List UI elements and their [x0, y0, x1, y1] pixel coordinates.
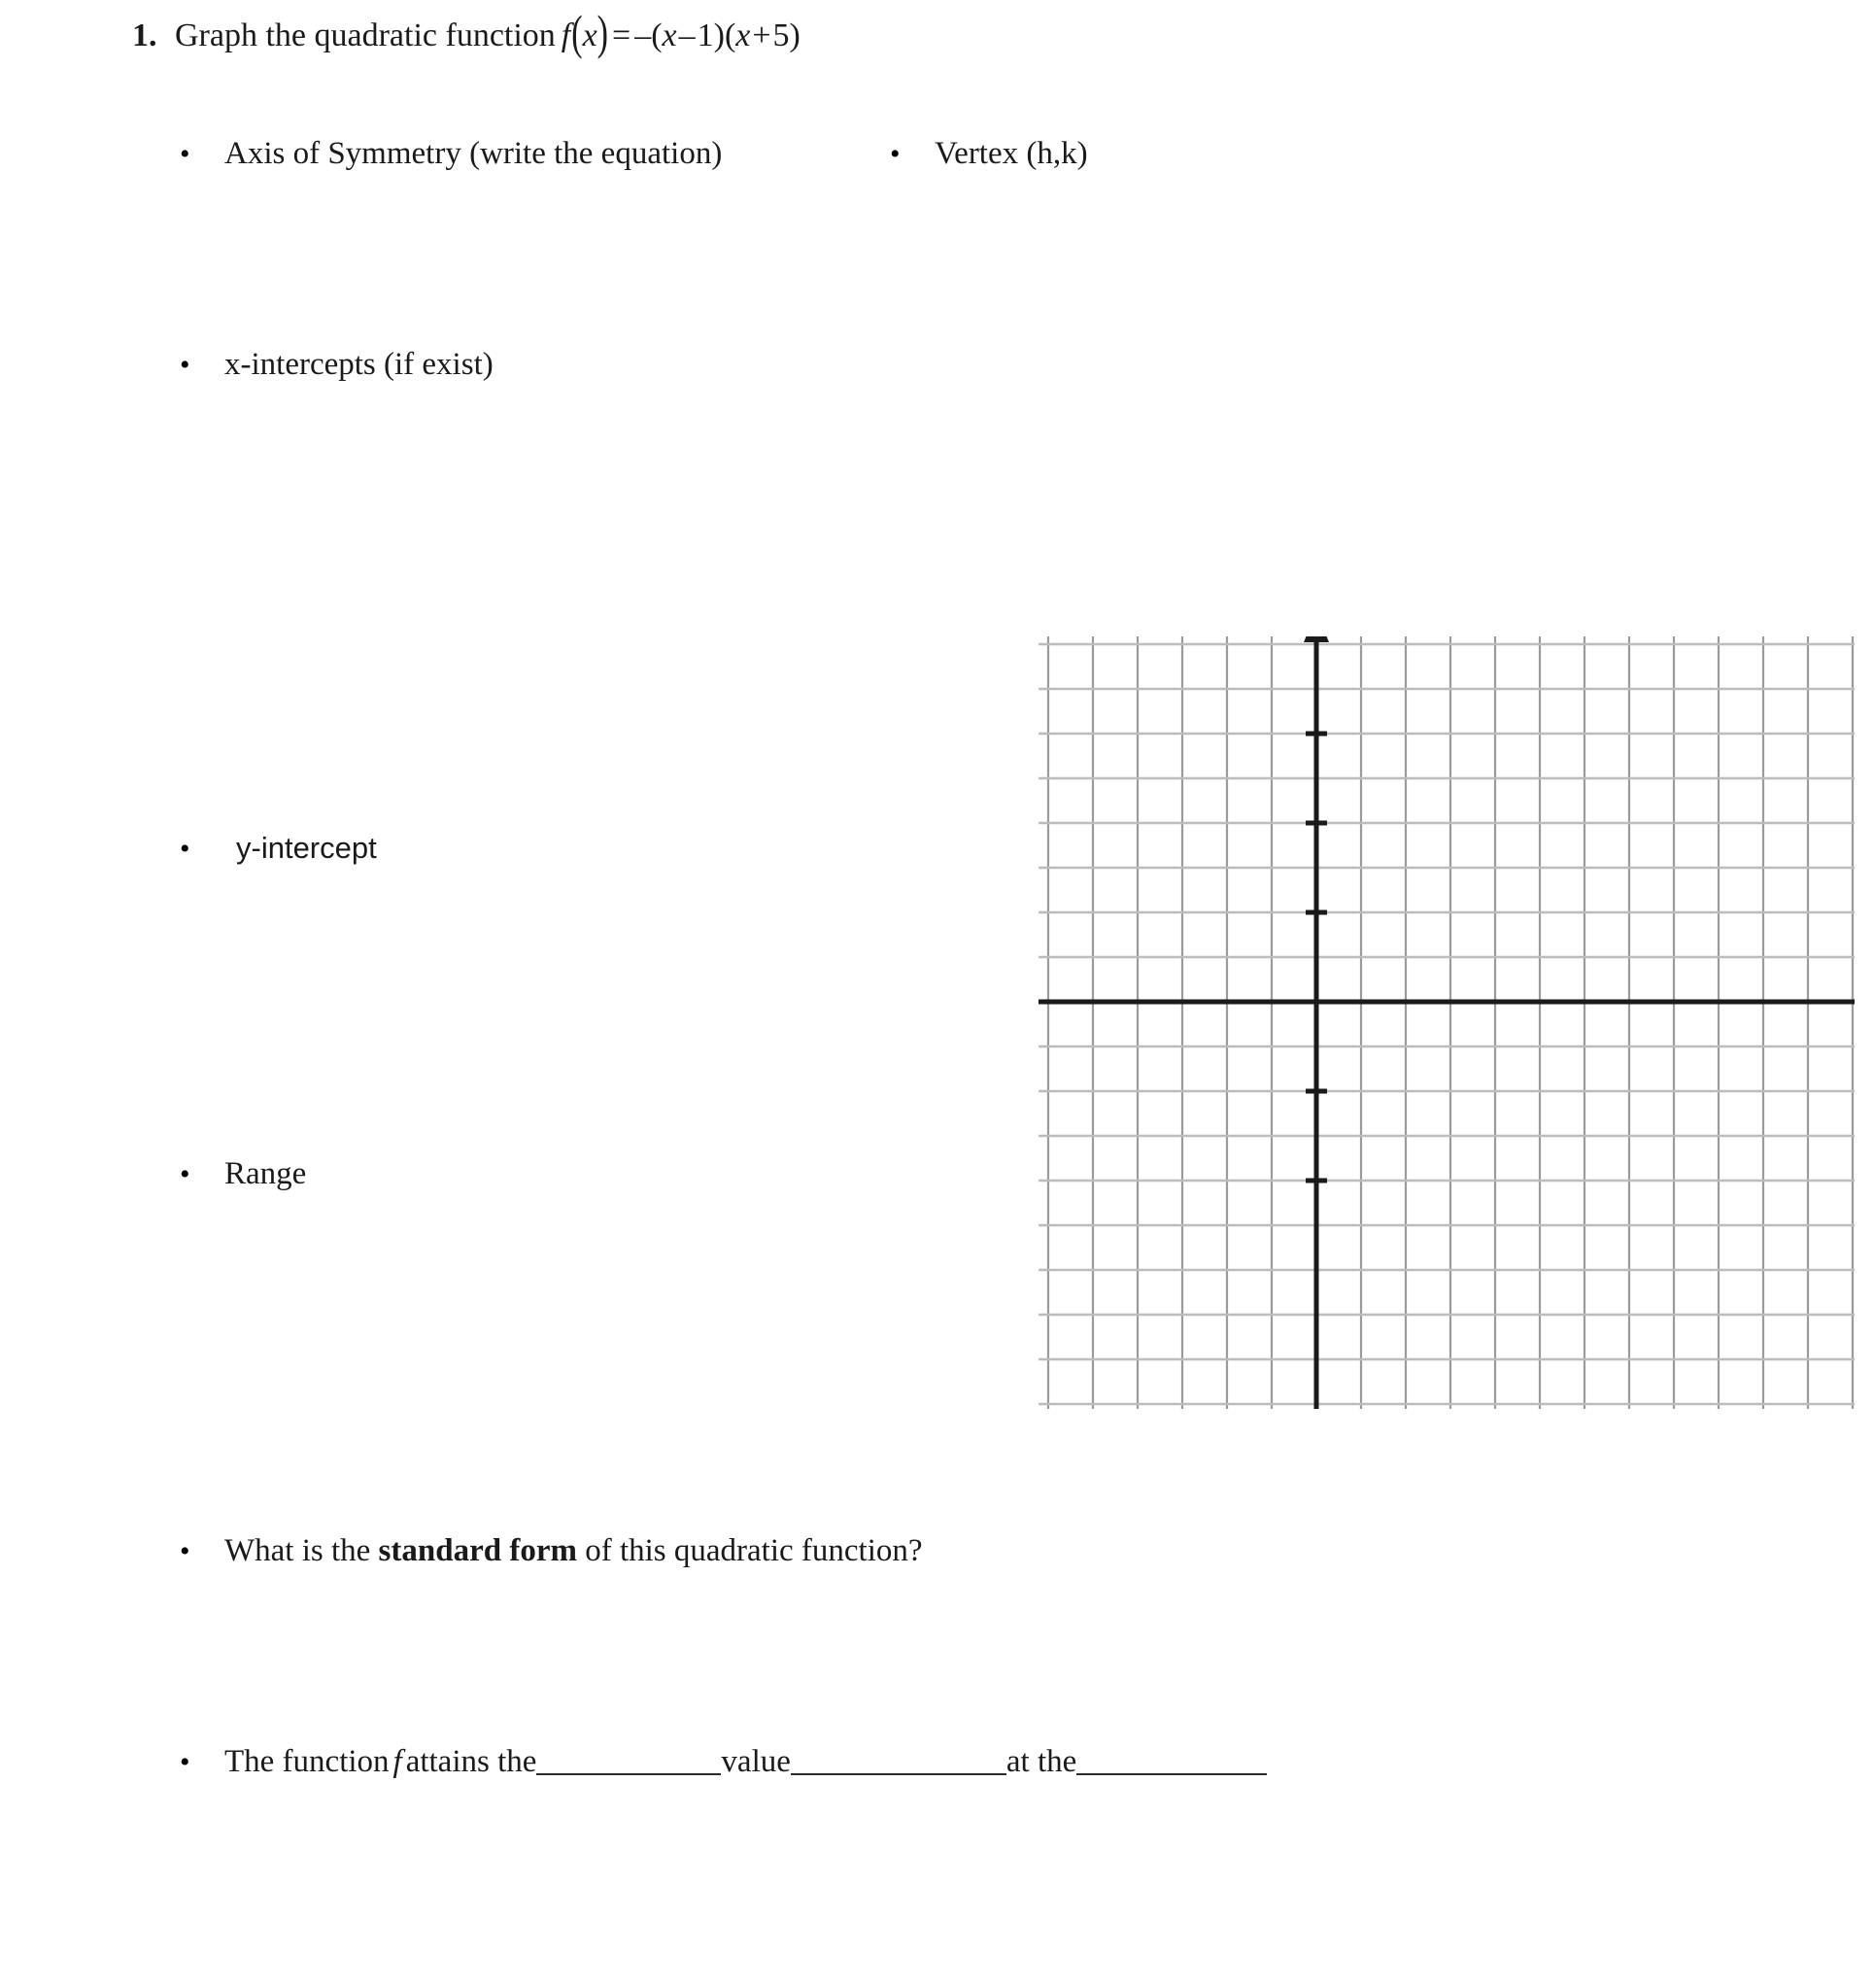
- grid-horizontal-lines: [1039, 644, 1855, 1404]
- equation-five: 5: [772, 17, 790, 53]
- bullet-attains-value: [180, 1744, 1267, 1780]
- bullet-point-icon: •: [180, 1535, 190, 1567]
- bullet-y-intercept-label: y-intercept: [236, 831, 377, 865]
- answer-blank-value[interactable]: [791, 1773, 1006, 1775]
- attains-mid-2: value: [721, 1744, 791, 1779]
- equation-leading-minus: –: [634, 17, 652, 53]
- problem-prompt: [175, 8, 801, 60]
- axis-lines: [1039, 636, 1855, 1409]
- equation-lparen-2: (: [651, 17, 663, 53]
- coordinate-grid-svg: [1039, 636, 1855, 1409]
- y-axis-arrowhead: [1304, 636, 1329, 642]
- bullet-standard-form: [180, 1533, 923, 1569]
- attains-mid-3: at the: [1005, 1744, 1077, 1779]
- bullet-point-icon: •: [180, 833, 190, 865]
- bullet-point-icon: •: [180, 1746, 190, 1778]
- equation-lparen-3: (: [724, 17, 736, 53]
- bullet-axis-of-symmetry: [180, 136, 722, 172]
- bullet-attains-value-label: [224, 1744, 1267, 1780]
- bullet-standard-form-label: [224, 1533, 923, 1569]
- bullet-y-intercept: [180, 831, 377, 866]
- equation-var-3: x: [735, 17, 751, 53]
- problem-heading: [132, 8, 1784, 60]
- equation-function-name: f: [561, 17, 571, 53]
- attains-prefix: The function: [224, 1744, 390, 1779]
- quadratic-equation: [561, 8, 801, 60]
- grid-vertical-lines: [1048, 636, 1853, 1409]
- coordinate-grid: [1039, 636, 1855, 1409]
- equation-equals: =: [612, 17, 631, 53]
- bullet-point-icon: •: [890, 138, 901, 170]
- answer-blank-location[interactable]: [1076, 1773, 1267, 1775]
- bullet-range: [180, 1156, 306, 1192]
- bullet-x-intercepts: [180, 347, 494, 383]
- standard-form-suffix: of this quadratic function?: [585, 1533, 923, 1568]
- problem-number: 1.: [132, 17, 157, 53]
- bullet-point-icon: •: [180, 349, 190, 381]
- bullet-range-label: Range: [224, 1156, 307, 1191]
- equation-plus: +: [752, 17, 771, 53]
- bullet-vertex: [890, 136, 1088, 172]
- bullet-vertex-label: Vertex (h,k): [935, 136, 1088, 171]
- bullet-x-intercepts-label: x-intercepts (if exist): [224, 347, 494, 382]
- equation-var-1: x: [582, 17, 597, 53]
- equation-lparen-1: (: [571, 8, 583, 60]
- equation-rparen-3: ): [789, 17, 801, 53]
- equation-rparen-2: ): [713, 17, 725, 53]
- equation-rparen-1: ): [596, 8, 608, 60]
- attains-function-symbol: f: [392, 1744, 402, 1779]
- answer-blank-value-type[interactable]: [536, 1773, 721, 1775]
- bullet-axis-of-symmetry-label: Axis of Symmetry (write the equation): [224, 136, 723, 171]
- equation-minus-2: –: [678, 17, 696, 53]
- attains-mid-1: attains the: [405, 1744, 537, 1779]
- problem-prompt-text: Graph the quadratic function: [175, 17, 556, 53]
- standard-form-prefix: What is the: [224, 1533, 371, 1568]
- equation-one: 1: [697, 17, 714, 53]
- bullet-point-icon: •: [180, 138, 190, 170]
- equation-var-2: x: [662, 17, 677, 53]
- standard-form-emphasis: standard form: [378, 1533, 577, 1568]
- bullet-point-icon: •: [180, 1158, 190, 1190]
